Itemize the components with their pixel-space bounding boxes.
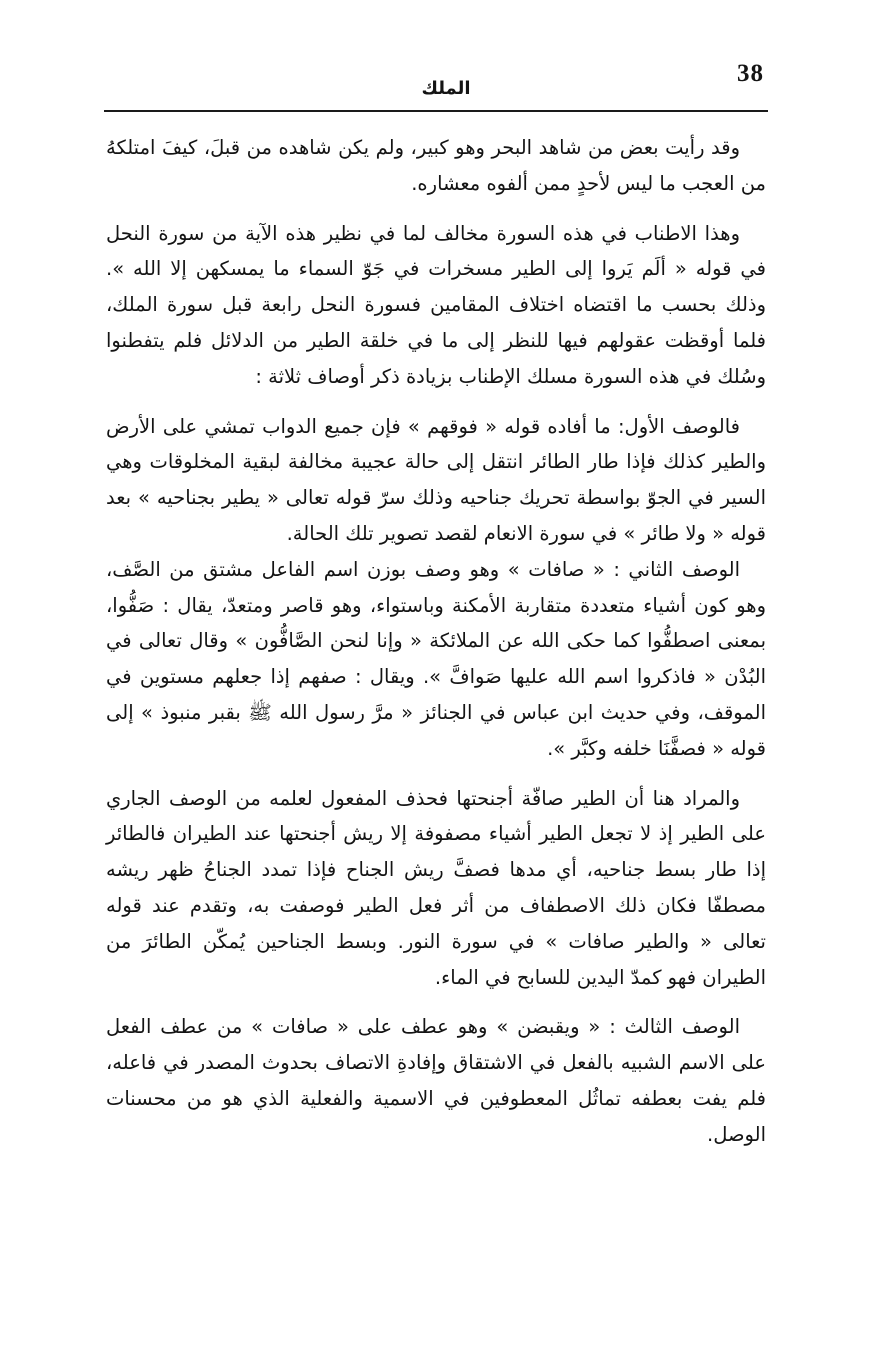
paragraph-6: الوصف الثالث : « ويقبضن » وهو عطف على « صافات » من عطف الفعل على الاسم الشبيه بالفعل في الاشتقاق وإفادةِ الاتصاف بحدوث المصدر في فاعله، فلم يفت بعطفه تماثُل المعطوفين في الاسمية والفعلية الذي هو من محسنات الوصل.	[106, 1015, 766, 1146]
paragraph-3: فالوصف الأول: ما أفاده قوله « فوقهم » فإن جميع الدواب تمشي على الأرض والطير كذلك فإذا طار الطائر انتقل إلى حالة عجيبة مخالفة لبقية المخلوقات وهي السير في الجوّ بواسطة تحريك جناحيه وذلك سرّ قوله تعالى « يطير بجناحيه » بعد قوله « ولا طائر » في سورة الانعام لقصد تصوير تلك الحالة.	[106, 414, 766, 545]
paragraph-2: وهذا الاطناب في هذه السورة مخالف لما في نظير هذه الآية من سورة النحل في قوله « ألَم يَروا إلى الطير مسخرات في جَوّ السماء ما يمسكهن إلا الله ». وذلك بحسب ما اقتضاه اختلاف المقامين فسورة النحل رابعة قبل سورة الملك، فلما أوقظت عقولهم فيها للنظر إلى ما في خلقة الطير من الدلائل فلم يتفطنوا وسُلك في هذه السورة مسلك الإطناب بزيادة ذكر أوصاف ثلاثة :	[106, 221, 766, 388]
header-rule	[104, 110, 768, 112]
paragraph-4: الوصف الثاني : « صافات » وهو وصف بوزن اسم الفاعل مشتق من الصَّف، وهو كون أشياء متعددة متقاربة الأمكنة وباستواء، وهو قاصر ومتعدّ، يقال : صَفُّوا، بمعنى اصطفُّوا كما حكى الله عن الملائكة « وإنا لنحن الصَّافُّون » وقال تعالى في البُدْن « فاذكروا اسم الله عليها صَوافَّ ». ويقال : صفهم إذا جعلهم مستوين في الموقف، وفي حديث ابن عباس في الجنائز « مرَّ رسول الله ﷺ بقبر منبوذ » إلى قوله « فصفَّنَا خلفه وكبَّر ».	[106, 557, 766, 760]
paragraph-1: وقد رأيت بعض من شاهد البحر وهو كبير، ولم يكن شاهده من قبلَ، كيفَ امتلكهُ من العجب ما ليس لأحدٍ ممن ألفوه معشاره.	[106, 136, 766, 195]
body-text	[106, 130, 766, 1153]
running-title: الملك	[421, 78, 471, 99]
paragraph-5: والمراد هنا أن الطير صافّة أجنحتها فحذف المفعول لعلمه من الوصف الجاري على الطير إذ لا تجعل الطير أشياء مصفوفة إلا ريش أجنحتها عند الطيران فالطائر إذا طار بسط جناحيه، أي مدها فصفَّ ريش الجناح فإذا تمدد الجناحُ ظهر ريشه مصطفّا فكان ذلك الاصطفاف من أثر فعل الطير فوصفت به، وتقدم عند قوله تعالى « والطير صافات » في سورة النور. وبسط الجناحين يُمكّن الطائرَ من الطيران فهو كمدّ اليدين للسابح في الماء.	[106, 786, 766, 989]
page-number: 38	[737, 60, 764, 87]
